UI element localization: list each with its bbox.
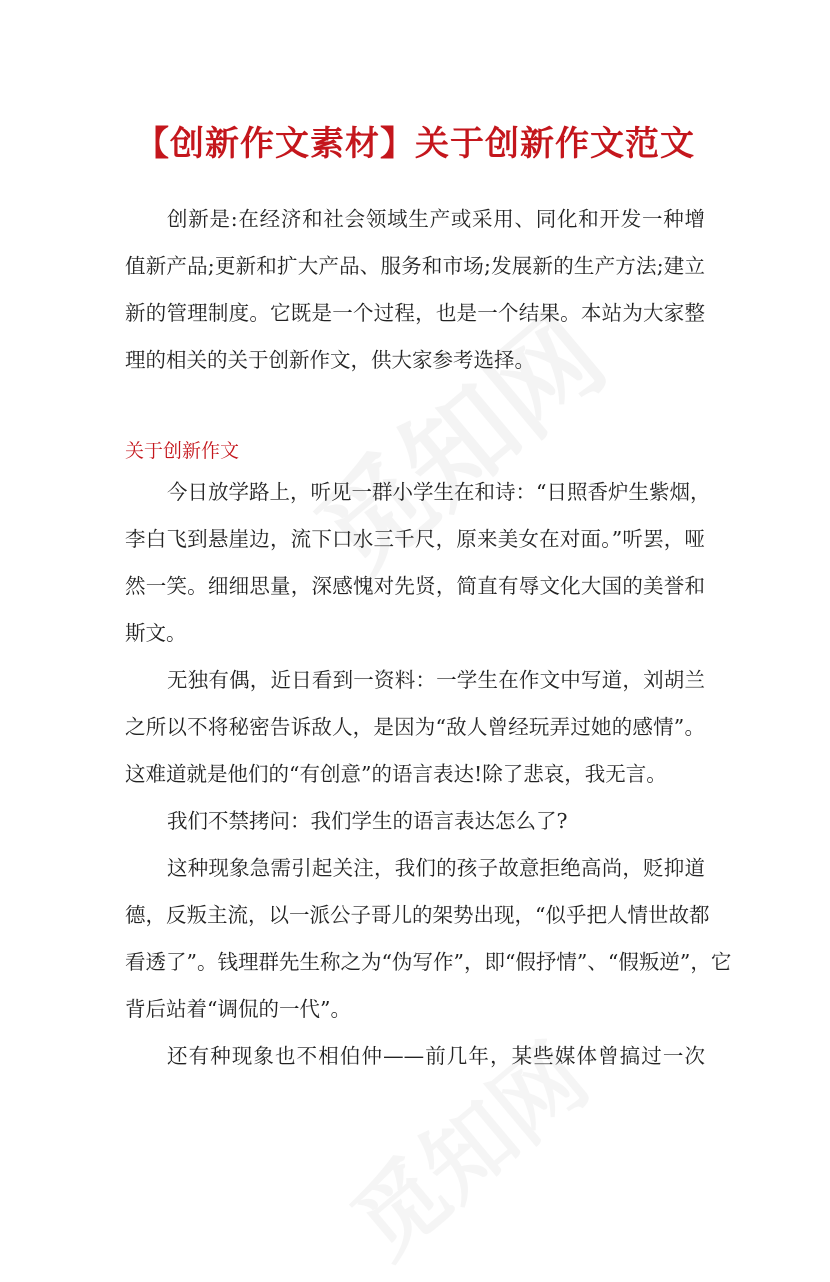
paragraph [125,845,732,1033]
text-line: 无独有偶，近日看到一资料：一学生在作文中写道，刘胡兰 [167,668,705,692]
text-line: 值新产品;更新和扩大产品、服务和市场;发展新的生产方法;建立 [125,254,705,278]
text-line: 我们不禁拷问：我们学生的语言表达怎么了? [167,809,568,833]
paragraph [125,469,711,657]
text-line: 这难道就是他们的“有创意”的语言表达!除了悲哀，我无言。 [125,762,667,786]
paragraph [125,1033,705,1080]
text-line: 看透了”。钱理群先生称之为“伪写作”，即“假抒情”、“假叛逆”，它 [125,950,732,974]
text-line: 之所以不将秘密告诉敌人，是因为“敌人曾经玩弄过她的感情”。 [125,715,705,739]
text-line: 斯文。 [125,621,187,645]
text-line: 还有种现象也不相伯仲——前几年，某些媒体曾搞过一次 [167,1044,705,1068]
text-line: 今日放学路上，听见一群小学生在和诗：“日照香炉生紫烟， [167,480,711,504]
text-line: 创新是:在经济和社会领域生产或采用、同化和开发一种增 [167,207,705,231]
body-text [125,469,732,1080]
paragraph [125,798,705,845]
text-line: 然一笑。细细思量，深感愧对先贤，简直有辱文化大国的美誉和 [125,574,705,598]
document-title: 【创新作文素材】关于创新作文范文 [135,124,695,164]
text-line: 理的相关的关于创新作文，供大家参考选择。 [125,348,535,372]
text-line: 新的管理制度。它既是一个过程，也是一个结果。本站为大家整 [125,301,705,325]
text-line: 德，反叛主流，以一派公子哥儿的架势出现，“似乎把人情世故都 [125,903,710,927]
paragraph [125,657,705,798]
text-line: 这种现象急需引起关注，我们的孩子故意拒绝高尚，贬抑道 [167,856,705,880]
text-line: 背后站着“调侃的一代”。 [125,997,351,1021]
intro-paragraph [125,196,705,384]
section-heading: 关于创新作文 [125,440,240,462]
text-line: 李白飞到悬崖边，流下口水三千尺，原来美女在对面。”听罢，哑 [125,527,705,551]
